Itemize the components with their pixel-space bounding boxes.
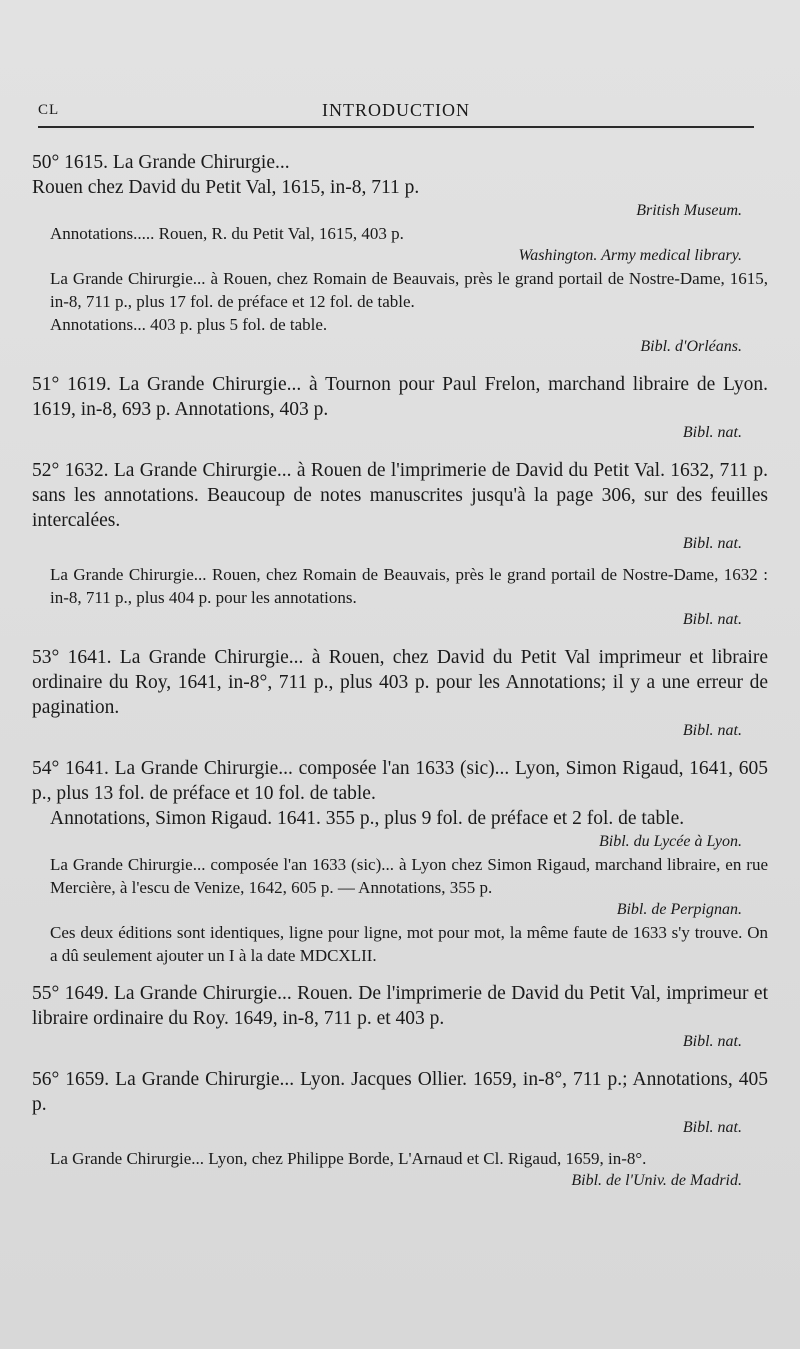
page-number: CL	[38, 102, 60, 118]
entry-50-annotations: Annotations..... Rouen, R. du Petit Val, 1615, 403 p.	[50, 224, 404, 243]
entry-56-variant: La Grande Chirurgie... Lyon, chez Philippe Borde, L'Arnaud et Cl. Rigaud, 1659, in-8°.	[50, 1149, 647, 1168]
page-body	[32, 150, 768, 1192]
entry-50-variant-annotations: Annotations... 403 p. plus 5 fol. de table.	[50, 315, 328, 334]
entry-55-location: Bibl. nat.	[682, 1033, 742, 1050]
entry-50-imprint: Rouen chez David du Petit Val, 1615, in-8, 711 p.	[32, 177, 420, 198]
entry-50-heading: 50° 1615. La Grande Chirurgie...	[32, 152, 290, 173]
entry-54-text: 54° 1641. La Grande Chirurgie... composée l'an 1633 (sic)... Lyon, Simon Rigaud, 1641, 605 p., plus 13 fol. de préface et 10 fol. de table.	[32, 758, 768, 804]
entry-51	[32, 372, 768, 444]
entry-54-annotations: Annotations, Simon Rigaud. 1641. 355 p., plus 9 fol. de préface et 2 fol. de table.	[50, 808, 685, 829]
entry-50-variant: La Grande Chirurgie... à Rouen, chez Romain de Beauvais, près le grand portail de Nostre-Dame, 1615, in-8, 711 p., plus 17 fol. de préface et 12 fol. de table.	[50, 269, 768, 311]
entry-55	[32, 981, 768, 1053]
entry-56-text: 56° 1659. La Grande Chirurgie... Lyon. Jacques Ollier. 1659, in-8°, 711 p.; Annotations, 405 p.	[32, 1069, 768, 1115]
entry-50-location-3: Bibl. d'Orléans.	[640, 338, 742, 355]
entry-53-location: Bibl. nat.	[682, 722, 742, 739]
page-title: INTRODUCTION	[322, 100, 470, 120]
entry-52-text: 52° 1632. La Grande Chirurgie... à Rouen de l'imprimerie de David du Petit Val. 1632, 711 p. sans les annotations. Beaucoup de notes manuscrites jusqu'à la page 306, sur des feuilles intercalées.	[32, 460, 768, 531]
running-header	[38, 98, 754, 128]
entry-50-location-1: British Museum.	[636, 202, 742, 219]
entry-54-variant: La Grande Chirurgie... composée l'an 1633 (sic)... à Lyon chez Simon Rigaud, marchand libraire, en rue Mercière, à l'escu de Venize, 1642, 605 p. — Annotations, 355 p.	[50, 855, 768, 897]
entry-53-text: 53° 1641. La Grande Chirurgie... à Rouen, chez David du Petit Val imprimeur et libraire ordinaire du Roy, 1641, in-8°, 711 p., plus 403 p. pour les Annotations; il y a une erreur de pagination.	[32, 647, 768, 718]
entry-54-note: Ces deux éditions sont identiques, ligne pour ligne, mot pour mot, la même faute de 1633 s'y trouve. On a dû seulement ajouter un I à la date MDCXLII.	[50, 923, 768, 965]
entry-51-location: Bibl. nat.	[682, 424, 742, 441]
entry-55-text: 55° 1649. La Grande Chirurgie... Rouen. De l'imprimerie de David du Petit Val, imprimeur et libraire ordinaire du Roy. 1649, in-8, 711 p. et 403 p.	[32, 983, 768, 1029]
entry-56-location-2: Bibl. de l'Univ. de Madrid.	[571, 1172, 742, 1189]
entry-54-location-2: Bibl. de Perpignan.	[616, 901, 742, 918]
entry-52-location-2: Bibl. nat.	[682, 611, 742, 628]
entry-56	[32, 1067, 768, 1192]
entry-52-location: Bibl. nat.	[682, 535, 742, 552]
entry-51-text: 51° 1619. La Grande Chirurgie... à Tournon pour Paul Frelon, marchand libraire de Lyon. 1619, in-8, 693 p. Annotations, 403 p.	[32, 374, 768, 420]
entry-54-location: Bibl. du Lycée à Lyon.	[598, 833, 742, 850]
entry-54	[32, 756, 768, 967]
entry-50-location-2: Washington. Army medical library.	[518, 247, 742, 264]
entry-52	[32, 458, 768, 631]
entry-52-variant: La Grande Chirurgie... Rouen, chez Romain de Beauvais, près le grand portail de Nostre-Dame, 1632 : in-8, 711 p., plus 404 p. pour les annotations.	[50, 565, 768, 607]
entry-53	[32, 645, 768, 742]
entry-56-location: Bibl. nat.	[682, 1119, 742, 1136]
entry-50	[32, 150, 768, 358]
